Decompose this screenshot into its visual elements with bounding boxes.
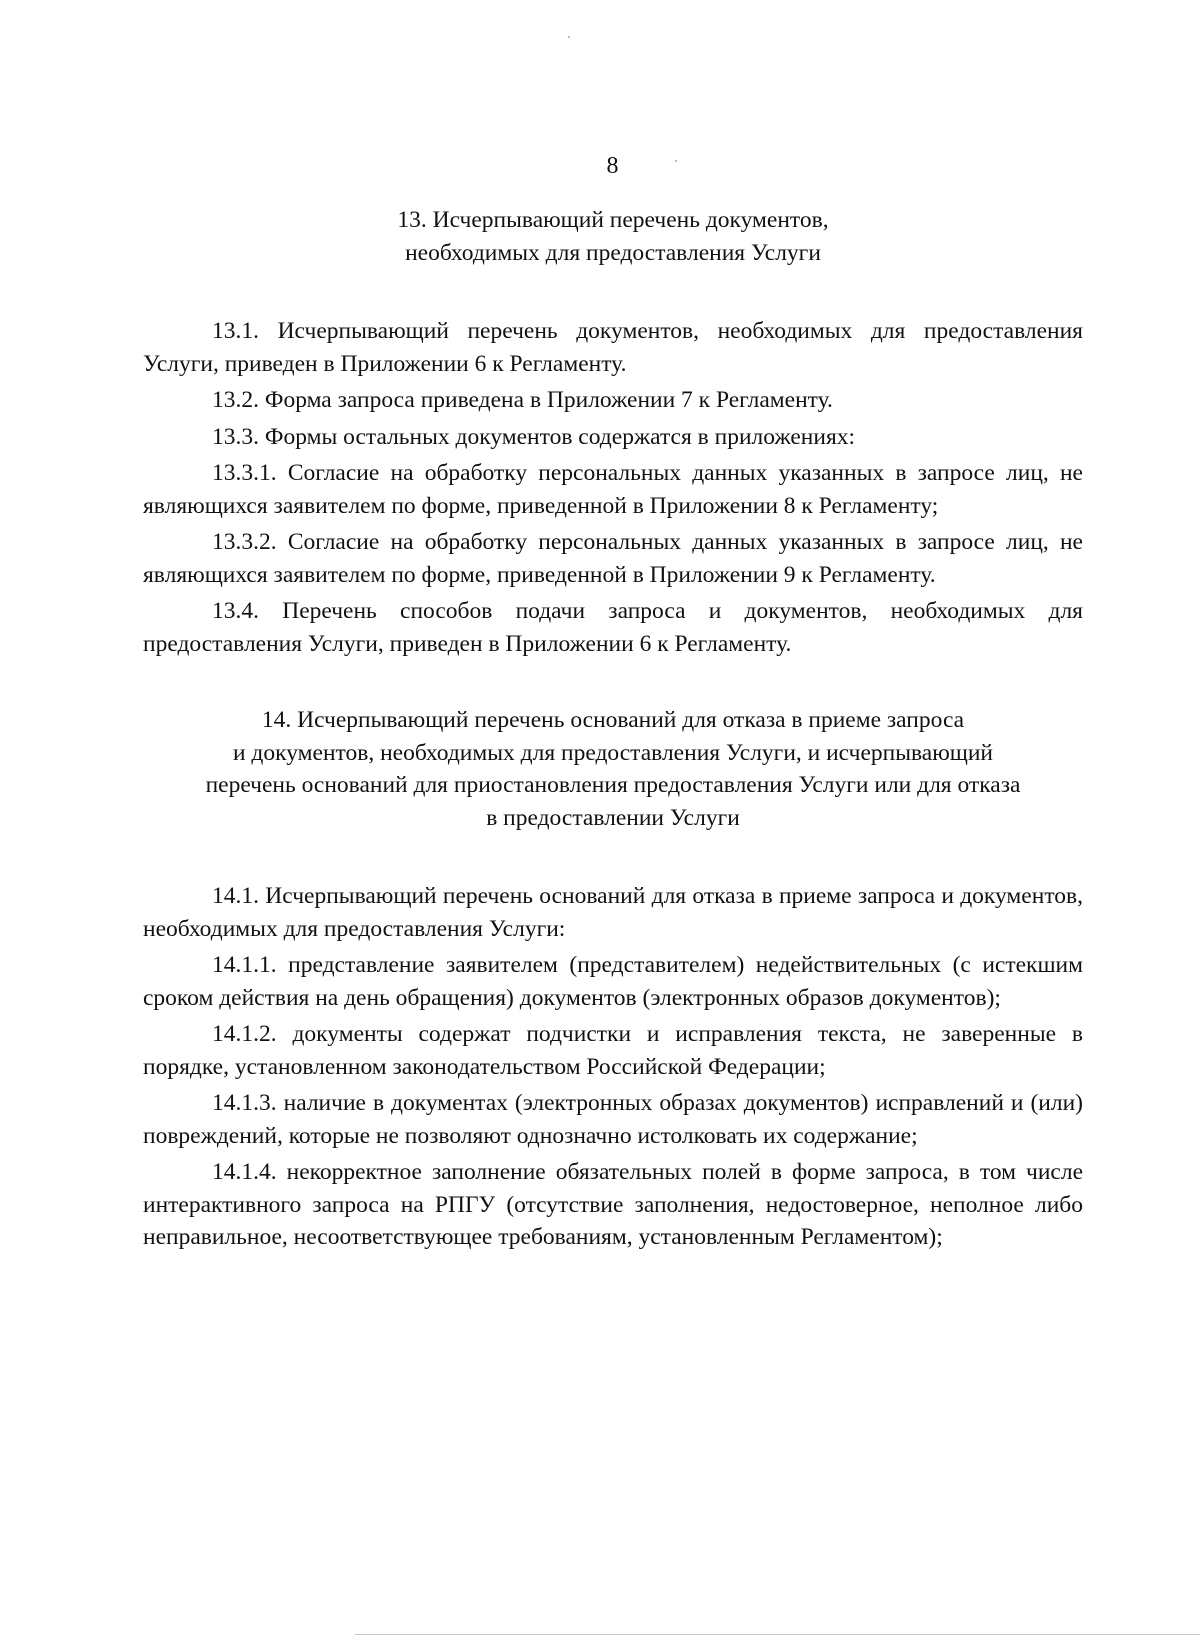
- section-14-heading: [143, 704, 1083, 834]
- paragraph-13-4: 13.4. Перечень способов подачи запроса и документов, необходимых для предоставления Услуги, приведен в Приложении 6 к Регламенту.: [143, 598, 1083, 657]
- section-14-title-line: 14. Исчерпывающий перечень оснований для отказа в приеме запроса: [261, 707, 965, 733]
- section-14-title-line: и документов, необходимых для предоставления Услуги, и исчерпывающий: [232, 739, 994, 766]
- paragraph-14-1-1: 14.1.1. представление заявителем (представителем) недействительных (с истекшим сроком действия на день обращения) документов (электронных образов документов);: [143, 952, 1083, 1011]
- paragraph-13-1: 13.1. Исчерпывающий перечень документов, необходимых для предоставления Услуги, приведен в Приложении 6 к Регламенту.: [143, 318, 1083, 377]
- page-number: 8: [606, 153, 619, 179]
- paragraph-14-1-4: 14.1.4. некорректное заполнение обязательных полей в форме запроса, в том числе интерактивного запроса на РПГУ (отсутствие заполнения, недостоверное, неполное либо неправильное, несоответствующее требованиям, установленным Регламентом);: [143, 1159, 1083, 1250]
- paragraph-14-1: 14.1. Исчерпывающий перечень оснований для отказа в приеме запроса и документов, необходимых для предоставления Услуги:: [143, 883, 1083, 942]
- scan-speck: [568, 36, 570, 38]
- paragraph-13-3: 13.3. Формы остальных документов содержатся в приложениях:: [212, 423, 856, 450]
- paragraph-14-1-3: 14.1.3. наличие в документах (электронных образах документов) исправлений и (или) повреждений, которые не позволяют однозначно истолковать их содержание;: [143, 1090, 1083, 1149]
- section-14-title-line: перечень оснований для приостановления предоставления Услуги или для отказа: [205, 772, 1021, 798]
- paragraph-13-2: 13.2. Форма запроса приведена в Приложении 7 к Регламенту.: [212, 387, 833, 413]
- section-13-title-line: 13. Исчерпывающий перечень документов,: [397, 207, 829, 233]
- scan-edge-line: [355, 1634, 1200, 1635]
- paragraph-14-1-2: 14.1.2. документы содержат подчистки и исправления текста, не заверенные в порядке, установленном законодательством Российской Федерации;: [143, 1021, 1083, 1080]
- section-13-title-line: необходимых для предоставления Услуги: [405, 239, 821, 266]
- section-14-title-line: в предоставлении Услуги: [486, 804, 740, 831]
- paragraph-13-3-2: 13.3.2. Согласие на обработку персональных данных указанных в запросе лиц, не являющихся заявителем по форме, приведенной в Приложении 9 к Регламенту.: [143, 529, 1083, 588]
- document-body: [143, 204, 1083, 1258]
- section-13-heading: [143, 204, 1083, 269]
- paragraph-13-3-1: 13.3.1. Согласие на обработку персональных данных указанных в запросе лиц, не являющихся заявителем по форме, приведенной в Приложении 8 к Регламенту;: [143, 460, 1083, 519]
